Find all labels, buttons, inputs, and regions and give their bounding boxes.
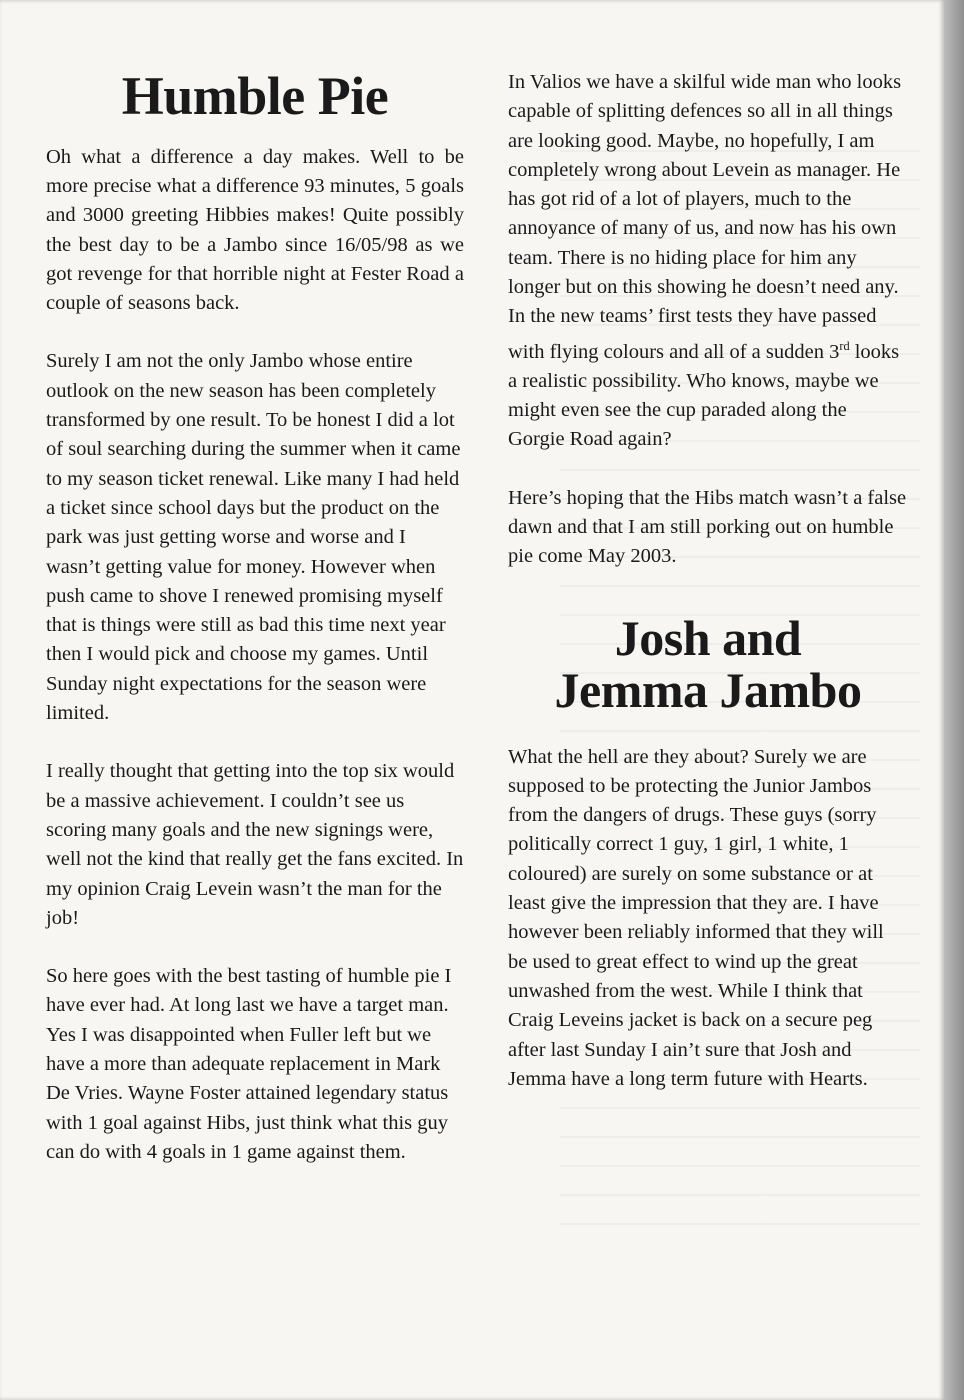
right-column xyxy=(508,68,908,1123)
article-paragraph: What the hell are they about? Surely we are supposed to be protecting the Junior Jambos from the dangers of drugs. These guys (sorry politically correct 1 guy, 1 girl, 1 white, 1 coloured) are surely on some substance or at least give the impression that they are. I have however been reliably informed that they will be used to great effect to wind up the great unwashed from the west. While I think that Craig Leveins jacket is back on a secure peg after last Sunday I ain’t sure that Josh and Jemma have a long term future with Hearts. xyxy=(508,745,884,1090)
article-paragraph: I really thought that getting into the top six would be a massive achievement. I couldn’t see us scoring many goals and the new signings were, well not the kind that really get the fans excited. In my opinion Craig Levein wasn’t the man for the job! xyxy=(46,760,464,929)
article-paragraph-continued: In Valios we have a skilful wide man who looks capable of splitting defences so all in all things are looking good. Maybe, no hopefully, I am completely wrong about Levein as manager. He has got rid of a lot of players, much to the annoyance of many of us, and now has his own team. There is no hiding place for him any longer but on this showing he doesn’t need any. In the new teams’ first tests they have passed with flying colours and all of a sudden 3rd looks a realistic possibility. Who knows, maybe we might even see the cup paraded along the Gorgie Road again? xyxy=(508,71,902,451)
article-paragraph: So here goes with the best tasting of humble pie I have ever had. At long last we have a target man. Yes I was disappointed when Fuller left but we have a more than adequate replacement in Mark De Vries. Wayne Foster attained legendary status with 1 goal against Hibs, just think what this guy can do with 4 goals in 1 game against them. xyxy=(46,965,452,1163)
article-title-josh-and-jemma xyxy=(508,609,908,719)
left-column xyxy=(46,68,464,1196)
title-line: Josh and xyxy=(614,609,802,666)
page-edge-shadow xyxy=(944,0,964,1400)
article-paragraph: Oh what a difference a day makes. Well to be more precise what a difference 93 minutes, 5 goals and 3000 greeting Hibbies makes! Quite possibly the best day to be a Jambo since 16/05/98 as we got revenge for that horrible night at Fester Road a couple of seasons back. xyxy=(46,145,464,315)
article-title-humble-pie: Humble Pie xyxy=(121,66,389,126)
article-paragraph-continued: Here’s hoping that the Hibs match wasn’t a false dawn and that I am still porking out on humble pie come May 2003. xyxy=(508,486,907,568)
title-line: Jemma Jambo xyxy=(554,662,862,719)
article-paragraph: Surely I am not the only Jambo whose entire outlook on the new season has been completely transformed by one result. To be honest I did a lot of soul searching during the summer when it came to my season ticket renewal. Like many I had held a ticket since school days but the product on the park was just getting worse and worse and I wasn’t getting value for money. However when push came to shove I renewed promising myself that is things were still as bad this time next year then I would pick and choose my games. Until Sunday night expectations for the season were limited. xyxy=(46,350,461,725)
